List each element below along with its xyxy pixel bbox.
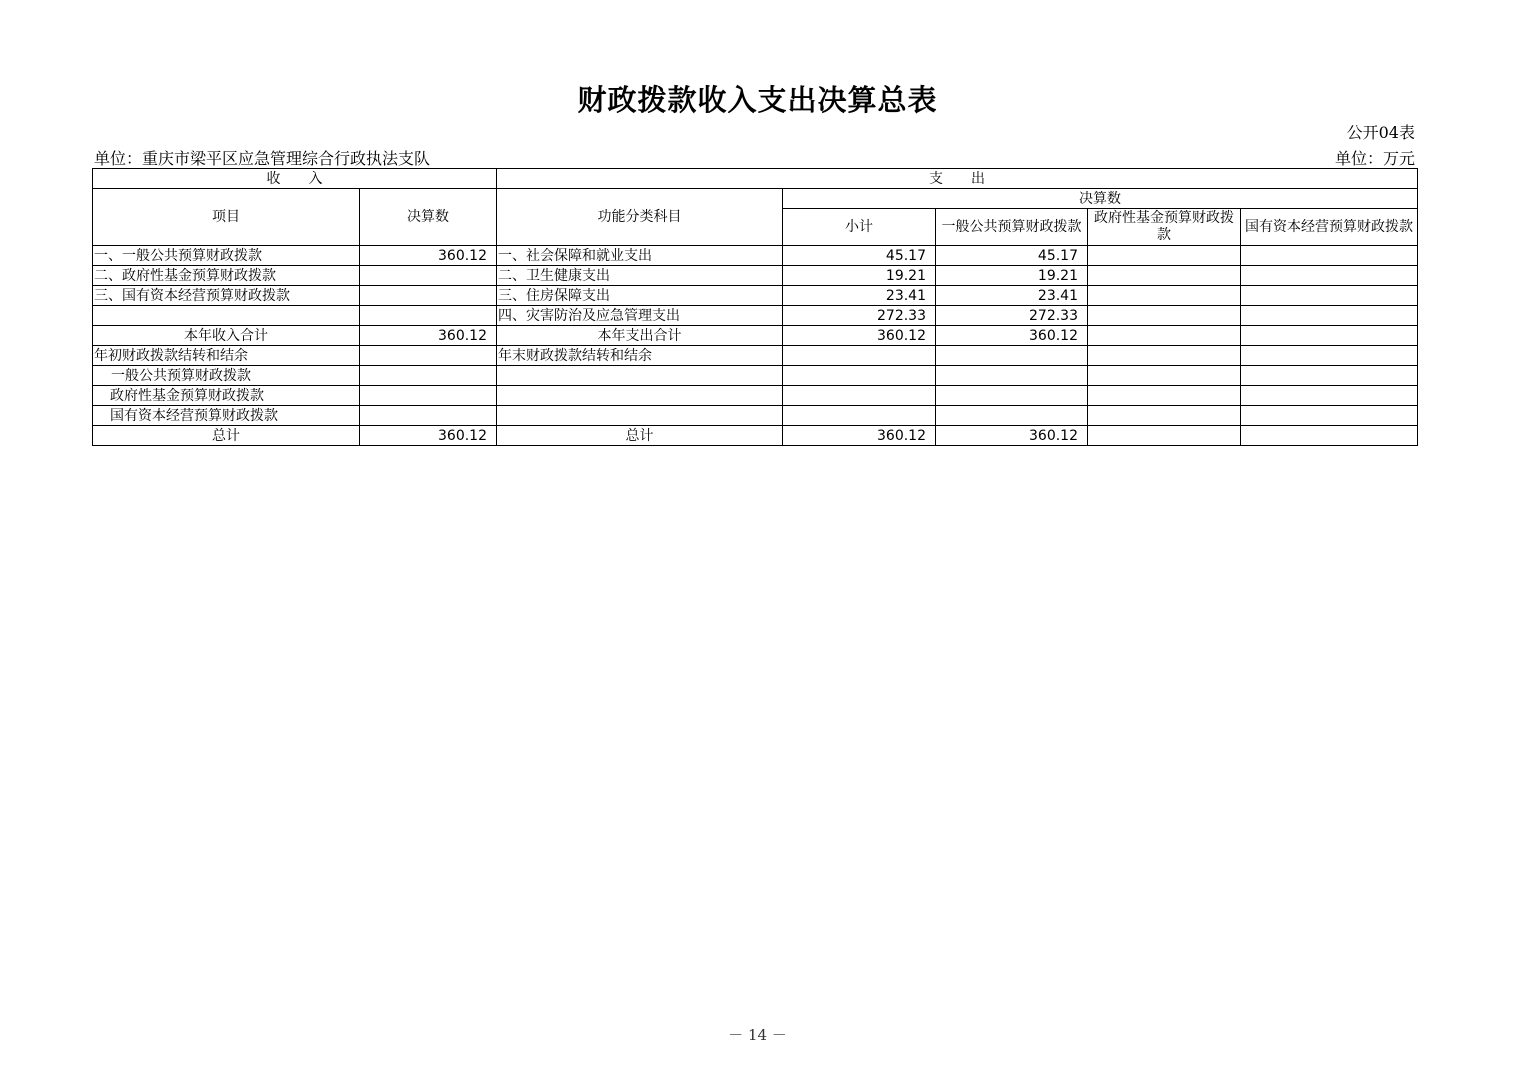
table-row-annual-total: [93, 326, 1418, 346]
form-number: 公开04表: [1346, 123, 1415, 142]
expense-subtotal: 360.12: [783, 326, 936, 346]
income-amount: 360.12: [360, 426, 497, 446]
expense-item: [497, 366, 783, 386]
expense-general: 360.12: [936, 426, 1088, 446]
income-amount: [360, 306, 497, 326]
expense-state-capital: [1241, 346, 1418, 366]
income-amount: [360, 266, 497, 286]
expense-state-capital: [1241, 306, 1418, 326]
expense-gov-fund: [1088, 246, 1241, 266]
expense-gov-fund: [1088, 326, 1241, 346]
function-subject-header: 功能分类科目: [497, 189, 783, 246]
expense-subtotal: 23.41: [783, 286, 936, 306]
expense-gov-fund: [1088, 266, 1241, 286]
income-section-header: 收 入: [93, 169, 497, 189]
expense-item: [497, 406, 783, 426]
income-amount: [360, 406, 497, 426]
expense-subtotal: 45.17: [783, 246, 936, 266]
expense-subtotal: [783, 346, 936, 366]
expense-gov-fund: [1088, 426, 1241, 446]
table-row: [93, 266, 1418, 286]
expense-subtotal: [783, 366, 936, 386]
expense-item: 本年支出合计: [497, 326, 783, 346]
expense-gov-fund: [1088, 386, 1241, 406]
table-row: [93, 246, 1418, 266]
expense-item: 四、灾害防治及应急管理支出: [497, 306, 783, 326]
expense-state-capital: [1241, 326, 1418, 346]
expense-state-capital: [1241, 406, 1418, 426]
expense-subtotal: 19.21: [783, 266, 936, 286]
income-item: 政府性基金预算财政拨款: [93, 386, 360, 406]
expense-general: 23.41: [936, 286, 1088, 306]
expense-general: 19.21: [936, 266, 1088, 286]
expense-item: 三、住房保障支出: [497, 286, 783, 306]
expense-subtotal: 272.33: [783, 306, 936, 326]
income-item: 年初财政拨款结转和结余: [93, 346, 360, 366]
table-row: [93, 286, 1418, 306]
expense-item: 一、社会保障和就业支出: [497, 246, 783, 266]
expense-subtotal: 360.12: [783, 426, 936, 446]
income-amount: [360, 346, 497, 366]
income-item: [93, 306, 360, 326]
expense-item: 二、卫生健康支出: [497, 266, 783, 286]
income-item: 国有资本经营预算财政拨款: [93, 406, 360, 426]
expense-gov-fund: [1088, 346, 1241, 366]
expense-general: [936, 366, 1088, 386]
income-item: 本年收入合计: [93, 326, 360, 346]
final-amount-header: 决算数: [783, 189, 1418, 209]
income-amount: 360.12: [360, 246, 497, 266]
general-budget-header: 一般公共预算财政拨款: [936, 209, 1088, 246]
expense-general: 360.12: [936, 326, 1088, 346]
expense-state-capital: [1241, 426, 1418, 446]
income-amount: [360, 366, 497, 386]
currency-unit: 单位：万元: [1334, 149, 1415, 168]
income-amount: [360, 286, 497, 306]
income-item: 一般公共预算财政拨款: [93, 366, 360, 386]
fiscal-summary-table: [92, 168, 1418, 446]
expense-state-capital: [1241, 386, 1418, 406]
expense-general: [936, 406, 1088, 426]
table-row: [93, 366, 1418, 386]
subtotal-header: 小计: [783, 209, 936, 246]
table-row: [93, 346, 1418, 366]
table-row: [93, 306, 1418, 326]
header-row-columns: [93, 189, 1418, 209]
state-capital-header: 国有资本经营预算财政拨款: [1241, 209, 1418, 246]
expense-gov-fund: [1088, 286, 1241, 306]
table-row: [93, 406, 1418, 426]
income-item: 二、政府性基金预算财政拨款: [93, 266, 360, 286]
page-title: 财政拨款收入支出决算总表: [577, 83, 938, 117]
gov-fund-header: 政府性基金预算财政拨款: [1088, 209, 1241, 246]
income-item: 三、国有资本经营预算财政拨款: [93, 286, 360, 306]
income-amount-header: 决算数: [360, 189, 497, 246]
header-row-section: [93, 169, 1418, 189]
expense-gov-fund: [1088, 366, 1241, 386]
expense-general: [936, 346, 1088, 366]
table-row: [93, 386, 1418, 406]
expense-state-capital: [1241, 366, 1418, 386]
income-item: 总计: [93, 426, 360, 446]
expense-state-capital: [1241, 246, 1418, 266]
page-number: － 14 －: [728, 1026, 787, 1044]
income-item-header: 项目: [93, 189, 360, 246]
income-amount: 360.12: [360, 326, 497, 346]
income-amount: [360, 386, 497, 406]
expense-section-header: 支 出: [497, 169, 1418, 189]
expense-subtotal: [783, 386, 936, 406]
expense-gov-fund: [1088, 306, 1241, 326]
expense-subtotal: [783, 406, 936, 426]
expense-item: 年末财政拨款结转和结余: [497, 346, 783, 366]
income-item: 一、一般公共预算财政拨款: [93, 246, 360, 266]
reporting-unit: 单位：重庆市梁平区应急管理综合行政执法支队: [94, 149, 431, 168]
expense-general: [936, 386, 1088, 406]
expense-item: 总计: [497, 426, 783, 446]
expense-state-capital: [1241, 286, 1418, 306]
table-row-grand-total: [93, 426, 1418, 446]
expense-general: 272.33: [936, 306, 1088, 326]
expense-item: [497, 386, 783, 406]
expense-state-capital: [1241, 266, 1418, 286]
expense-general: 45.17: [936, 246, 1088, 266]
expense-gov-fund: [1088, 406, 1241, 426]
